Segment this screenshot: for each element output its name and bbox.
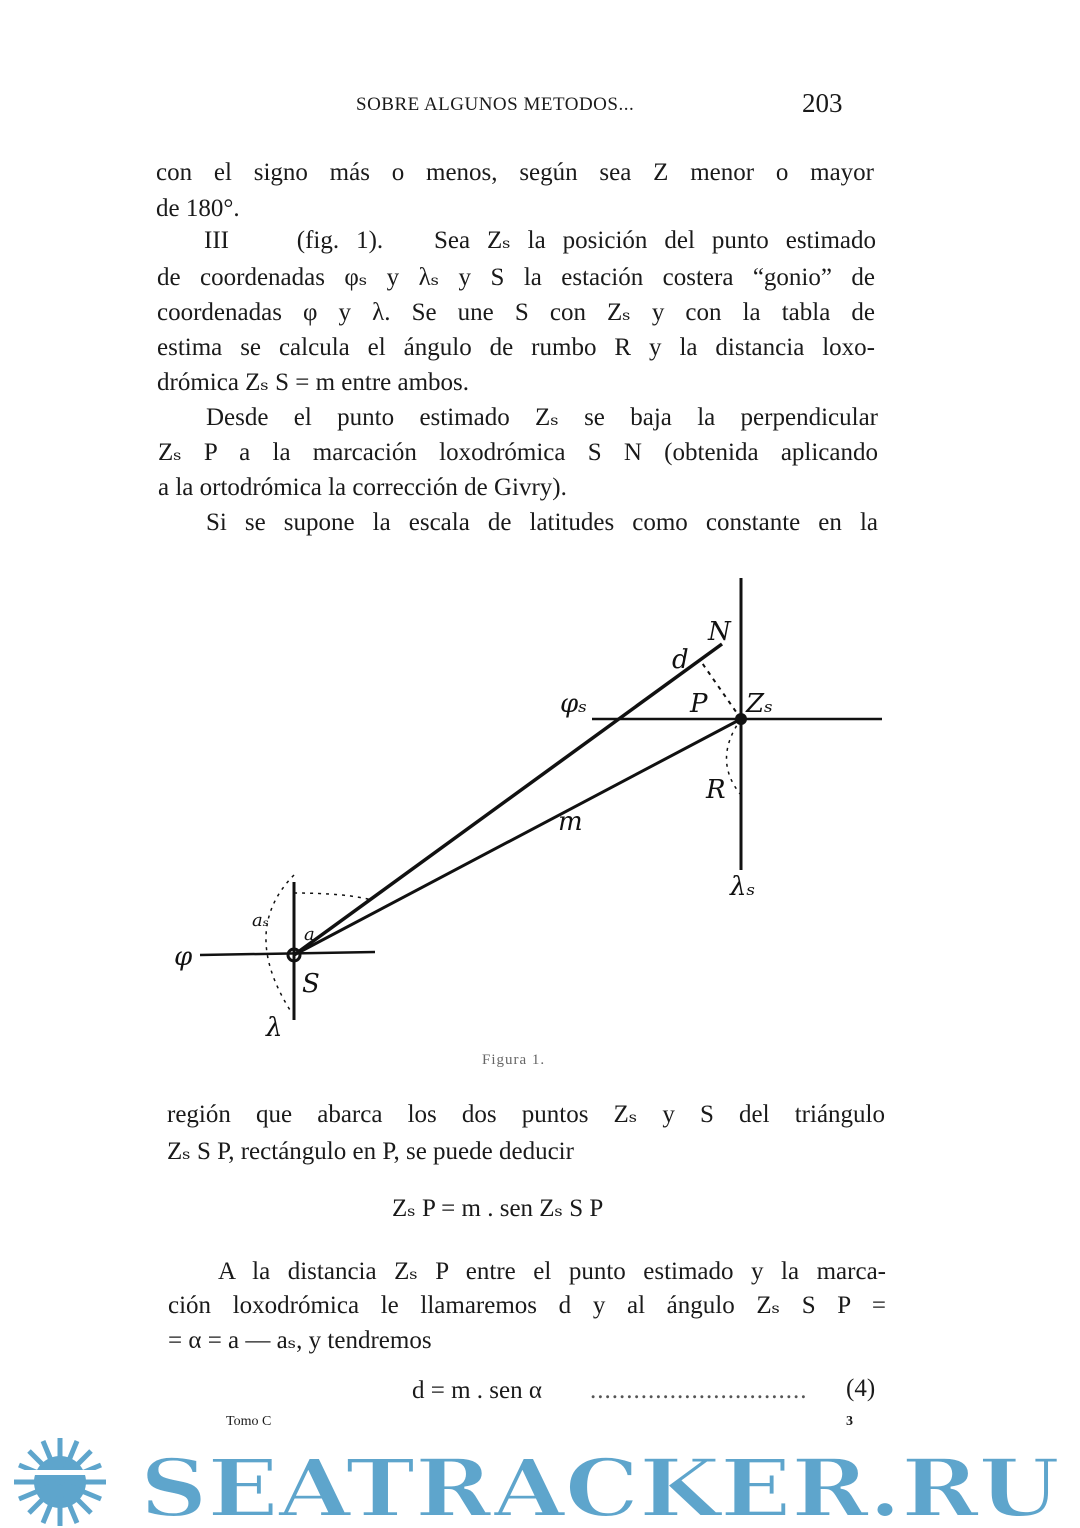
loxodromic-bearing-sn <box>294 644 722 955</box>
label-s: S <box>302 969 320 999</box>
seatracker-watermark <box>0 1438 1080 1526</box>
equation-number: (4) <box>846 1375 876 1402</box>
text-line: Si se supone la escala de latitudes como constante en la <box>206 509 878 536</box>
watermark-text: SEATRACKER.RU <box>140 1441 1060 1526</box>
text-line: A la distancia Zₛ P entre el punto estimado y la marca- <box>218 1258 886 1285</box>
figure-caption: Figura 1. <box>482 1052 546 1068</box>
angle-as-arc <box>266 875 294 1010</box>
footer-signature: 3 <box>846 1414 853 1429</box>
label-m: m <box>558 807 583 837</box>
running-title: SOBRE ALGUNOS METODOS... <box>356 94 635 115</box>
text-line: Desde el punto estimado Zₛ se baja la perpendicular <box>206 404 878 431</box>
line-s-zs <box>294 719 741 955</box>
label-zs: Zₛ <box>746 689 773 719</box>
label-lambda: λ <box>266 1013 283 1043</box>
equation-zs-p: Zₛ P = m . sen Zₛ S P <box>392 1195 604 1222</box>
text-line: con el signo más o menos, según sea Z menor o mayor <box>156 159 874 186</box>
text-line: a la ortodrómica la corrección de Givry). <box>158 474 567 501</box>
label-a-s: aₛ <box>252 910 269 931</box>
text-line: estima se calcula el ángulo de rumbo R y la distancia loxo- <box>157 334 875 361</box>
equation-4: d = m . sen α <box>412 1377 542 1404</box>
page-number: 203 <box>802 88 843 118</box>
label-lambda-s: λₛ <box>730 872 756 902</box>
angle-r-arc <box>727 719 742 795</box>
text-line: coordenadas φ y λ. Se une S con Zₛ y con la tabla de <box>157 299 875 326</box>
angle-a-arc <box>294 893 372 900</box>
label-a: a <box>304 924 315 945</box>
text-line: = α = a — aₛ, y tendremos <box>168 1327 432 1354</box>
text-line: región que abarca los dos puntos Zₛ y S del triángulo <box>167 1101 885 1128</box>
leader-dots: .............................. <box>590 1377 808 1404</box>
text-line: Zₛ P a la marcación loxodrómica S N (obtenida aplicando <box>158 439 878 466</box>
text-line: de 180°. <box>156 195 240 222</box>
text-line: de coordenadas φₛ y λₛ y S la estación costera “gonio” de <box>157 264 875 291</box>
footer-volume: Tomo C <box>226 1414 272 1429</box>
text-line: Zₛ S P, rectángulo en P, se puede deducir <box>167 1138 574 1165</box>
label-r: R <box>706 775 726 805</box>
label-phi: φ <box>174 942 193 972</box>
label-d: d <box>672 645 689 675</box>
label-phi-s: φₛ <box>560 689 587 719</box>
text-line: drómica Zₛ S = m entre ambos. <box>157 369 470 396</box>
text-line: III (fig. 1). Sea Zₛ la posición del punto estimado <box>204 227 876 254</box>
label-n: N <box>708 617 731 647</box>
sun-logo-icon <box>14 1438 106 1526</box>
text-line: ción loxodrómica le llamaremos d y al ángulo Zₛ S P = <box>168 1292 886 1319</box>
label-p: P <box>690 689 708 719</box>
